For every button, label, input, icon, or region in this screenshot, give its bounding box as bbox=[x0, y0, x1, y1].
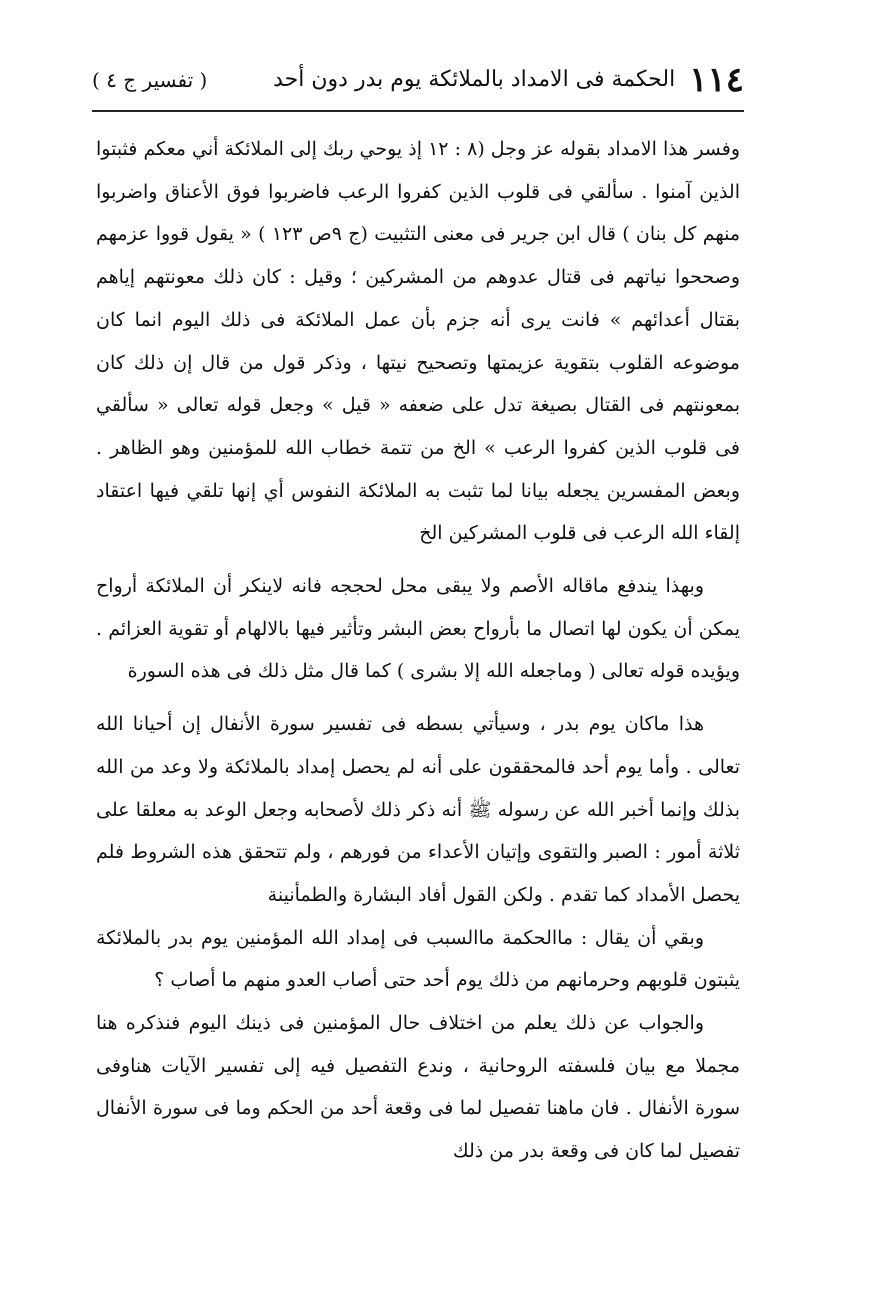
paragraph-3: هذا ماكان يوم بدر ، وسيأتي بسطه فى تفسير سورة الأنفال إن أحيانا الله تعالى . وأما يوم أحد فالمحققون على أنه لم يحصل إمداد بالملائكة ولا وعد من الله بذلك وإنما أخبر الله عن رسوله ﷺ أنه ذكر ذلك لأصحابه وجعل الوعد به معلقا على ثلاثة أمور : الصبر والتقوى وإتيان الأعداء من فورهم ، ولم تتحقق هذه الشروط فلم يحصل الأمداد كما تقدم . ولكن القول أفاد البشارة والطمأنينة bbox=[96, 713, 740, 906]
body-text bbox=[96, 128, 740, 1173]
header-title: الحكمة فى الامداد بالملائكة يوم بدر دون أحد bbox=[273, 67, 676, 92]
paragraph-2: وبهذا يندفع ماقاله الأصم ولا يبقى محل لحججه فانه لاينكر أن الملائكة أرواح يمكن أن يكون لها اتصال ما بأرواح بعض البشر وتأثير فيها بالالهام أو تقوية العزائم . ويؤيده قوله تعالى ( وماجعله الله إلا بشرى ) كما قال مثل ذلك فى هذه السورة bbox=[96, 575, 740, 683]
page-number: ١١٤ bbox=[689, 60, 744, 100]
paragraph-4: وبقي أن يقال : ماالحكمة ماالسبب فى إمداد الله المؤمنين يوم بدر بالملائكة يثبتون قلوبهم وحرمانهم من ذلك يوم أحد حتى أصاب العدو منهم ما أصاب ؟ bbox=[96, 926, 740, 992]
running-header bbox=[92, 52, 744, 108]
paragraph-gap bbox=[96, 555, 740, 565]
paragraph-gap bbox=[96, 693, 740, 703]
paragraph-5: والجواب عن ذلك يعلم من اختلاف حال المؤمنين فى ذينك اليوم فنذكره هنا مجملا مع بيان فلسفته الروحانية ، وندع التفصيل فيه إلى تفسير الآيات هناوفى سورة الأنفال . فان ماهنا تفصيل لما فى وقعة أحد من الحكم وما فى سورة الأنفال تفصيل لما كان فى وقعة بدر من ذلك bbox=[96, 1012, 740, 1163]
header-rule bbox=[92, 110, 744, 112]
header-reference: ( تفسير ج ٤ ) bbox=[92, 68, 208, 92]
paragraph-1: وفسر هذا الامداد بقوله عز وجل (٨ : ١٢ إذ يوحي ربك إلى الملائكة أني معكم فثبتوا الذين آمنوا . سألقي فى قلوب الذين كفروا الرعب فاضربوا فوق الأعناق واضربوا منهم كل بنان ) قال ابن جرير فى معنى التثبيت (ج ٩ص ١٢٣ ) « يقول قووا عزمهم وصححوا نياتهم فى قتال عدوهم من المشركين ؛ وقيل : كان ذلك معونتهم إياهم بقتال أعدائهم » فانت يرى أنه جزم بأن عمل الملائكة فى ذلك اليوم انما كان موضوعه القلوب بتقوية عزيمتها وتصحيح نيتها ، وذكر قول من قال إن ذلك كان بمعونتهم فى القتال بصيغة تدل على ضعفه « قيل » وجعل قوله تعالى « سألقي فى قلوب الذين كفروا الرعب » الخ من تتمة خطاب الله للمؤمنين وهو الظاهر . وبعض المفسرين يجعله بيانا لما تثبت به الملائكة النفوس أي إنها تلقي فيها اعتقاد إلقاء الله الرعب فى قلوب المشركين الخ bbox=[96, 138, 741, 545]
